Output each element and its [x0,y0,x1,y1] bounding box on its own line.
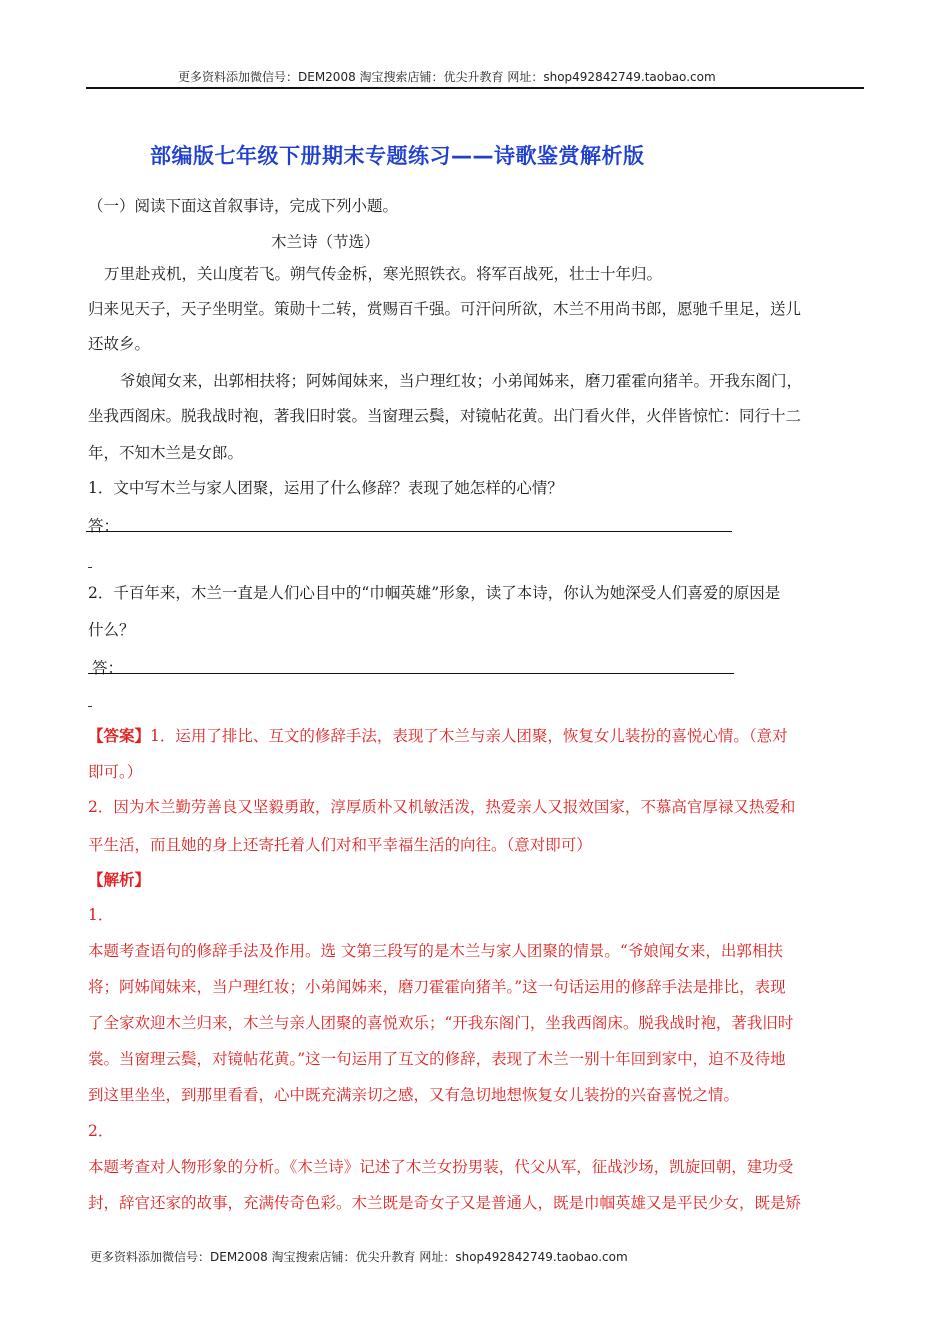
answer-1-text: 1．运用了排比、互文的修辞手法，表现了木兰与亲人团聚，恢复女儿装扮的喜悦心情。（意对 [150,727,788,745]
poem-line: 还故乡。 [88,335,151,353]
analysis-1-line: 到这里坐坐，到那里看看，心中既充满亲切之感，又有急切地想恢复女儿装扮的兴奋喜悦之情。 [88,1086,740,1104]
paragraph-mark [88,706,92,707]
page-header: 更多资料添加微信号：DEM2008 淘宝搜索店铺：优尖升教育 网址：shop492842749.taobao.com [178,70,716,84]
header-rule [86,87,864,89]
answer-label: 【答案】 [88,726,151,745]
paragraph-mark [88,567,92,568]
intro-text: （一）阅读下面这首叙事诗，完成下列小题。 [88,197,399,215]
answer-2-line1: 2．因为木兰勤劳善良又坚毅勇敢，淳厚质朴又机敏活泼，热爱亲人又报效国家，不慕高官厚禄又热爱和 [88,798,796,816]
poem-line: 归来见天子，天子坐明堂。策勋十二转，赏赐百千强。可汗问所欲，木兰不用尚书郎，愿驰千里足，送儿 [88,300,802,318]
analysis-label: 【解析】 [88,870,151,889]
analysis-number-1: 1． [88,906,114,924]
question-2-line1: 2．千百年来，木兰一直是人们心目中的“巾帼英雄”形象，读了本诗，你认为她深受人们喜爱的原因是 [88,584,781,602]
answer-line-1[interactable] [86,531,732,532]
analysis-number-2: 2． [88,1122,114,1140]
poem-line: 万里赴戎机，关山度若飞。朔气传金柝，寒光照铁衣。将军百战死，壮士十年归。 [104,265,663,283]
answer-label-2: 答： [92,659,124,677]
answer-line-2[interactable] [88,673,734,674]
poem-line: 坐我西阁床。脱我战时袍，著我旧时裳。当窗理云鬓，对镜帖花黄。出门看火伴，火伴皆惊忙：同行十二 [88,407,802,425]
analysis-1-line: 将；阿姊闻妹来，当户理红妆；小弟闻姊来，磨刀霍霍向猪羊。”这一句话运用的修辞手法是排比，表现 [88,978,786,996]
answer-1-line2: 即可。） [88,763,143,781]
answer-2-line2: 平生活，而且她的身上还寄托着人们对和平幸福生活的向往。（意对即可） [88,836,592,854]
question-2-line2: 什么？ [88,621,135,639]
analysis-1-line: 了全家欢迎木兰归来，木兰与亲人团聚的喜悦欢乐；“开我东阁门，坐我西阁床。脱我战时袍，著我旧时 [88,1014,794,1032]
poem-line: 爷娘闻女来，出郭相扶将；阿姊闻妹来，当户理红妆；小弟闻姊来，磨刀霍霍向猪羊。开我东阁门， [120,372,803,390]
answer-label-1: 答： [88,517,120,535]
analysis-2-line: 本题考查对人物形象的分析。《木兰诗》记述了木兰女扮男装，代父从军，征战沙场，凯旋回朝，建功受 [88,1158,794,1176]
analysis-1-line: 本题考查语句的修辞手法及作用。选 文第三段写的是木兰与家人团聚的情景。“爷娘闻女来，出郭相扶 [88,942,783,960]
answer-1-line1 [88,726,863,746]
page-title: 部编版七年级下册期末专题练习——诗歌鉴赏解析版 [150,144,645,168]
analysis-2-line: 封，辞官还家的故事，充满传奇色彩。木兰既是奇女子又是普通人，既是巾帼英雄又是平民少女，既是矫 [88,1194,802,1212]
poem-title: 木兰诗（节选） [271,233,380,251]
question-1: 1．文中写木兰与家人团聚，运用了什么修辞？表现了她怎样的心情？ [88,479,563,497]
analysis-1-line: 裳。当窗理云鬓，对镜帖花黄。”这一句运用了互文的修辞，表现了木兰一别十年回到家中，迫不及待地 [88,1050,786,1068]
page-footer: 更多资料添加微信号：DEM2008 淘宝搜索店铺：优尖升教育 网址：shop492842749.taobao.com [90,1250,628,1264]
poem-line: 年，不知木兰是女郎。 [88,444,244,462]
